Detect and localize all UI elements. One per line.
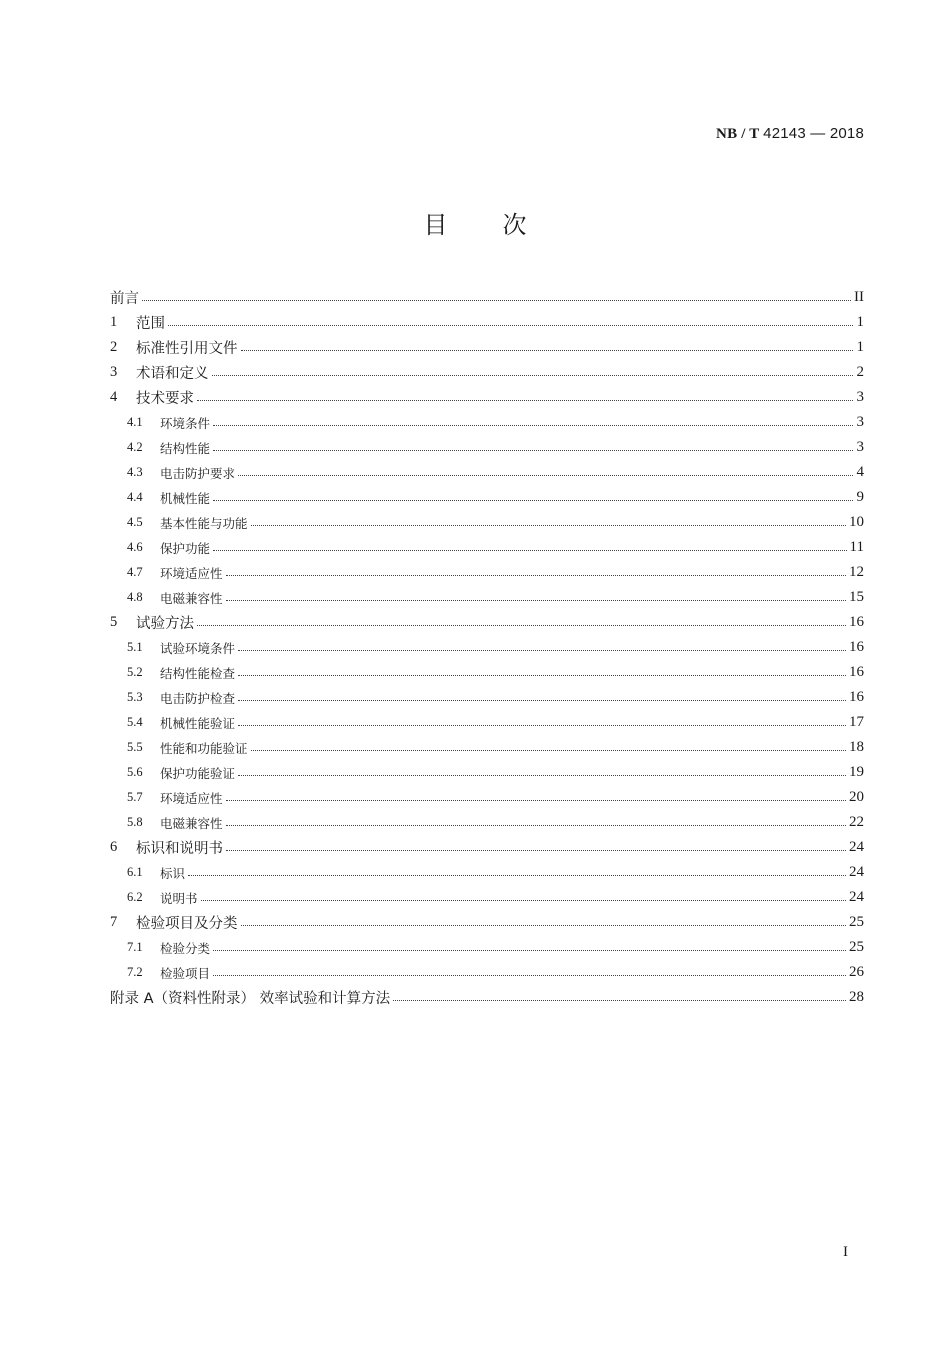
toc-entry-number: 4.3 [127,465,143,479]
toc-entry-page: 24 [849,864,864,880]
toc-entry-page: 19 [849,764,864,780]
toc-entry-label: 电磁兼容性 [160,590,223,606]
toc-entry-number: 4.8 [127,590,143,604]
dot-leader [226,575,846,576]
toc-entry-page: 25 [849,939,864,955]
toc-entry-label: 标准性引用文件 [136,341,238,357]
toc-entry-page: 22 [849,814,864,830]
toc-entry-page: 16 [849,639,864,655]
toc-entry-page: 10 [849,514,864,530]
toc-entry-label: 标识和说明书 [136,841,223,857]
toc-entry-page: 26 [849,964,864,980]
toc-entry-label: 试验环境条件 [160,640,236,656]
dot-leader [393,1000,846,1001]
toc-entry-page: 17 [849,714,864,730]
toc-entry-number: 5.6 [127,765,143,779]
toc-entry-number: 7.2 [127,965,143,979]
toc-entry-page: 1 [856,339,864,355]
toc-entry-page: 4 [856,464,864,480]
toc-entry-number: 5.5 [127,740,143,754]
toc-entry[interactable] [110,385,864,410]
dot-leader [213,450,853,451]
toc-entry-number: 4.4 [127,490,143,504]
dot-leader [213,950,846,951]
toc-entry-page: 28 [849,989,864,1005]
dot-leader [212,375,854,376]
toc-entry[interactable] [110,485,864,510]
toc-entry-page: 9 [856,489,864,505]
toc-entry[interactable] [110,285,864,310]
toc-entry-page: 24 [849,889,864,905]
toc-entry-label: 结构性能检查 [160,665,236,681]
toc-entry-label: 检验分类 [160,940,211,956]
toc-entry-number: 5 [110,614,118,630]
toc-entry-page: 24 [849,839,864,855]
toc-entry-page: 25 [849,914,864,930]
toc-entry-label: 术语和定义 [136,366,209,382]
standard-prefix: NB / T [716,126,760,142]
toc-entry[interactable] [110,860,864,885]
toc-entry[interactable] [110,335,864,360]
dot-leader [197,400,853,401]
toc-entry-label: 范围 [136,316,165,332]
dot-leader [142,300,851,301]
toc-entry-label: 检验项目及分类 [136,916,238,932]
toc-entry-label: 环境条件 [160,415,211,431]
dot-leader [238,650,846,651]
toc-entry[interactable] [110,585,864,610]
toc-entry-page: 3 [856,389,864,405]
toc-entry-page: 16 [849,664,864,680]
toc-entry[interactable] [110,635,864,660]
toc-entry[interactable] [110,885,864,910]
dot-leader [226,850,846,851]
toc-entry[interactable] [110,660,864,685]
toc-entry[interactable] [110,735,864,760]
toc-entry[interactable] [110,460,864,485]
dot-leader [238,725,846,726]
toc-entry[interactable] [110,785,864,810]
toc-entry[interactable] [110,510,864,535]
toc-entry-label: 保护功能验证 [160,765,236,781]
toc-entry-label: 前言 [110,291,139,307]
toc-entry-label: 试验方法 [136,616,194,632]
toc-entry[interactable] [110,560,864,585]
dot-leader [226,600,846,601]
toc-entry-number: 5.7 [127,790,143,804]
toc-entry-label: 机械性能验证 [160,715,236,731]
toc-entry-number: 4.2 [127,440,143,454]
toc-entry-label: 机械性能 [160,490,211,506]
toc-entry-number: 7.1 [127,940,143,954]
dot-leader [238,775,846,776]
toc-entry[interactable] [110,310,864,335]
toc-entry-label: 检验项目 [160,965,211,981]
dot-leader [201,900,846,901]
dot-leader [241,925,847,926]
toc-entry-page: 15 [849,589,864,605]
toc-entry-number: 4.1 [127,415,143,429]
toc-entry-label: 环境适应性 [160,565,223,581]
toc-entry[interactable] [110,710,864,735]
table-of-contents [110,285,864,1010]
dot-leader [213,550,847,551]
dot-leader [226,825,846,826]
dot-leader [226,800,846,801]
toc-entry-page: II [854,289,864,305]
dot-leader [197,625,846,626]
toc-entry[interactable] [110,835,864,860]
toc-entry-number: 5.2 [127,665,143,679]
toc-entry-page: 11 [849,539,864,555]
toc-entry-page: 12 [849,564,864,580]
dot-leader [241,350,854,351]
standard-number: 42143 — 2018 [763,125,864,142]
standard-code [716,125,864,143]
toc-entry-number: 4.6 [127,540,143,554]
toc-entry-page: 18 [849,739,864,755]
toc-entry-number: 5.4 [127,715,143,729]
dot-leader [213,500,853,501]
toc-entry-number: 2 [110,339,118,355]
toc-entry[interactable] [110,935,864,960]
toc-entry-label: 附录 A（资料性附录） 效率试验和计算方法 [110,991,391,1007]
toc-entry[interactable] [110,910,864,935]
toc-entry[interactable] [110,810,864,835]
toc-entry-page: 3 [856,414,864,430]
dot-leader [238,475,853,476]
dot-leader [188,875,846,876]
toc-entry-label: 基本性能与功能 [160,515,248,531]
toc-entry[interactable] [110,960,864,985]
toc-entry-number: 4.5 [127,515,143,529]
dot-leader [213,425,853,426]
toc-entry-label: 电击防护要求 [160,465,236,481]
toc-entry[interactable] [110,435,864,460]
toc-entry-page: 2 [856,364,864,380]
toc-entry-label: 技术要求 [136,391,194,407]
toc-entry[interactable] [110,535,864,560]
toc-entry-number: 5.3 [127,690,143,704]
toc-entry-number: 7 [110,914,118,930]
toc-entry-number: 6 [110,839,118,855]
toc-entry[interactable] [110,610,864,635]
toc-entry[interactable] [110,685,864,710]
toc-entry-page: 16 [849,689,864,705]
toc-entry-number: 4 [110,389,118,405]
page-title [0,205,950,240]
toc-entry[interactable] [110,985,864,1010]
toc-entry-label: 性能和功能验证 [160,740,248,756]
toc-entry-label: 结构性能 [160,440,211,456]
toc-entry-number: 5.8 [127,815,143,829]
toc-entry-number: 3 [110,364,118,380]
toc-entry-number: 1 [110,314,118,330]
page-number: I [843,1244,848,1260]
toc-entry-number: 6.2 [127,890,143,904]
toc-entry-number: 4.7 [127,565,143,579]
toc-entry-label: 标识 [160,865,186,881]
toc-entry[interactable] [110,360,864,385]
dot-leader [251,525,846,526]
dot-leader [168,325,853,326]
toc-entry-label: 保护功能 [160,540,211,556]
dot-leader [213,975,846,976]
title-char-2: 次 [502,211,527,239]
toc-entry-page: 20 [849,789,864,805]
toc-entry[interactable] [110,760,864,785]
title-char-1: 目 [423,211,448,239]
toc-entry-label: 说明书 [160,890,198,906]
dot-leader [251,750,846,751]
toc-entry-number: 5.1 [127,640,143,654]
toc-entry-number: 6.1 [127,865,143,879]
toc-entry-label: 电击防护检查 [160,690,236,706]
toc-entry[interactable] [110,410,864,435]
toc-entry-label: 环境适应性 [160,790,223,806]
dot-leader [238,675,846,676]
dot-leader [238,700,846,701]
toc-entry-page: 3 [856,439,864,455]
toc-entry-label: 电磁兼容性 [160,815,223,831]
toc-entry-page: 1 [856,314,864,330]
toc-entry-page: 16 [849,614,864,630]
